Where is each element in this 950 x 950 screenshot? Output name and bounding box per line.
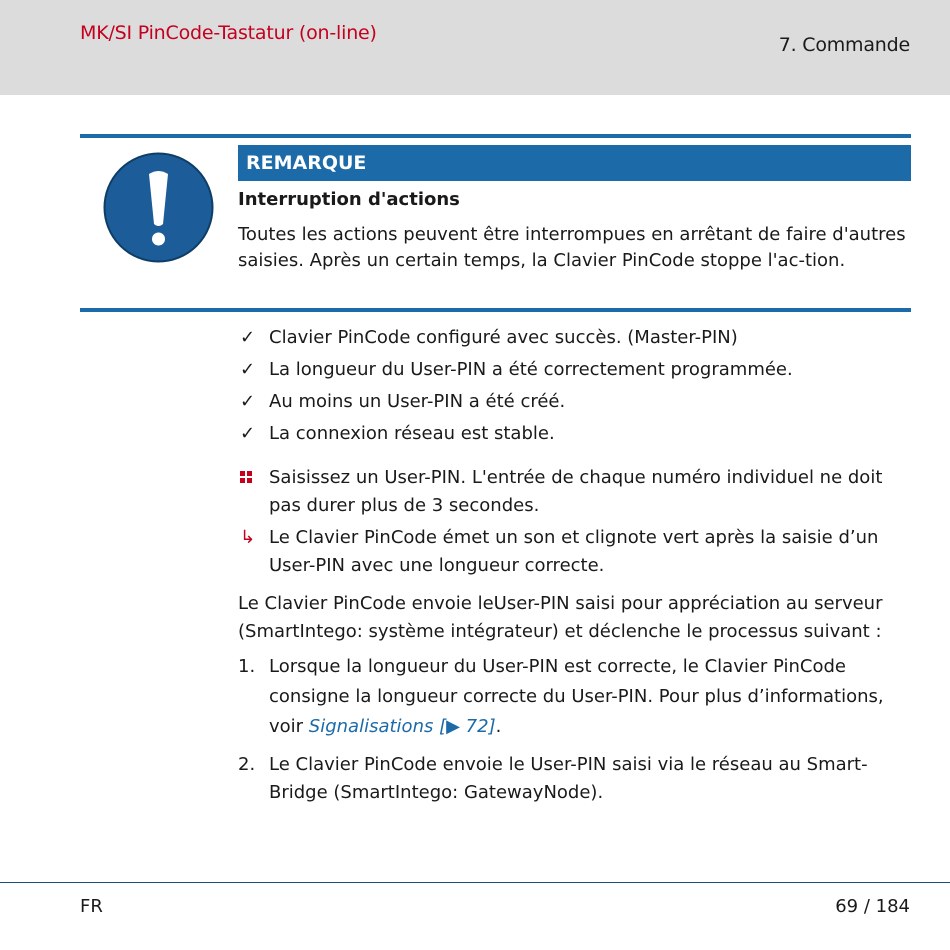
process-paragraph: Le Clavier PinCode envoie leUser-PIN saisi pour appréciation au serveur (SmartIntego: système intégrateur) et déclenche le processus suivant : (238, 593, 883, 642)
exclamation-icon (103, 152, 214, 263)
list-item: ✓ La connexion réseau est stable. (238, 421, 910, 453)
item-text: Le Clavier PinCode envoie le User-PIN saisi via le réseau au Smart-Bridge (SmartIntego: GatewayNode). (269, 754, 868, 803)
page-number: 69 / 184 (835, 896, 910, 917)
document-title: MK/SI PinCode-Tastatur (on-line) (80, 22, 377, 44)
signalisations-link[interactable]: Signalisations [▶ 72] (308, 716, 496, 737)
item-number: 1. (238, 656, 256, 677)
numbered-item (238, 751, 910, 807)
check-icon: ✓ (240, 391, 256, 412)
item-number: 2. (238, 754, 256, 775)
notice-label: REMARQUE (238, 145, 911, 181)
check-icon: ✓ (240, 423, 256, 444)
prerequisites-list (238, 325, 910, 453)
list-item: ✓ Clavier PinCode configuré avec succès. (Master-PIN) (238, 325, 910, 357)
chapter-title: 7. Commande (778, 34, 910, 56)
page-header (0, 0, 950, 95)
result-step-text: Le Clavier PinCode émet un son et clignote vert après la saisie d’un User-PIN avec une longueur correcte. (269, 527, 879, 576)
notice-text: Toutes les actions peuvent être interrompues en arrêtant de faire d'autres saisies. Après un certain temps, la Clavier PinCode stoppe l'ac-tion. (238, 224, 906, 271)
footer-rule (0, 882, 950, 883)
result-arrow-icon: ↳ (240, 527, 256, 548)
check-icon: ✓ (240, 327, 256, 348)
notice-bottom-rule (80, 308, 911, 312)
list-item: ✓ Au moins un User-PIN a été créé. (238, 389, 910, 421)
action-step (238, 464, 910, 520)
list-item: ✓ La longueur du User-PIN a été correctement programmée. (238, 357, 910, 389)
item-text: Lorsque la longueur du User-PIN est correcte, le Clavier PinCode consigne la longueur correcte du User-PIN. Pour plus d’informations, voir (269, 656, 884, 737)
numbered-item: 1. Lorsque la longueur du User-PIN est correcte, le Clavier PinCode consigne la longueur correcte du User-PIN. Pour plus d’informations, voir Signalisations [▶ 72]. (238, 652, 910, 742)
result-step (238, 524, 910, 580)
notice-top-rule (80, 134, 911, 138)
action-step-icon (240, 471, 254, 485)
check-icon: ✓ (240, 359, 256, 380)
footer-language: FR (80, 896, 103, 917)
notice-subtitle: Interruption d'actions (238, 189, 460, 210)
action-step-text: Saisissez un User-PIN. L'entrée de chaque numéro individuel ne doit pas durer plus de 3 secondes. (269, 467, 883, 516)
